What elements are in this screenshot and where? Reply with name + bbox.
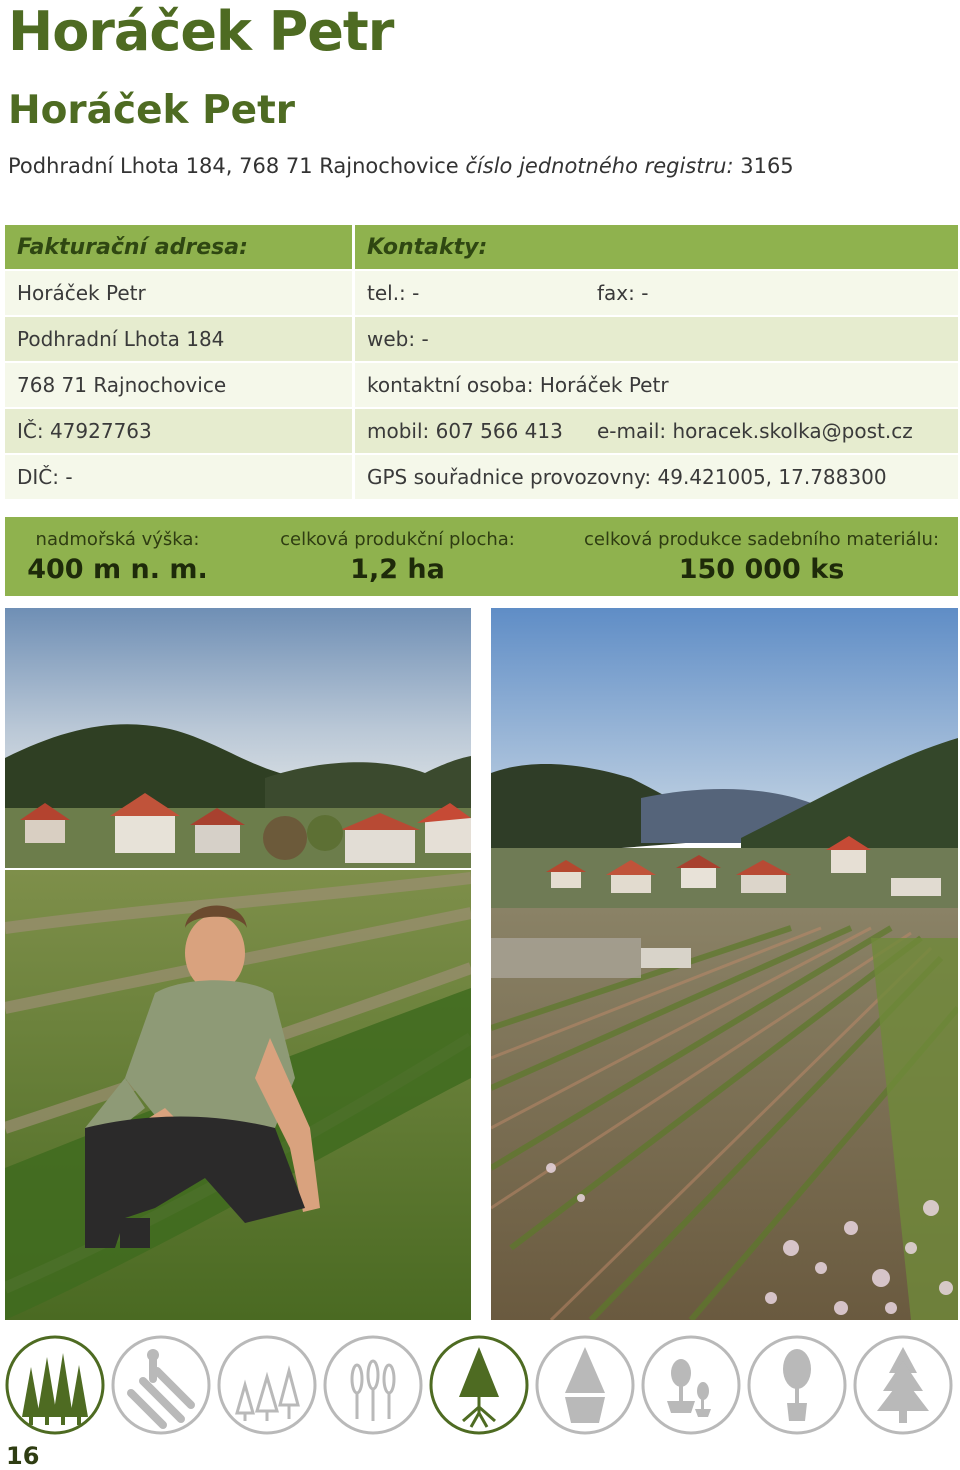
info-row [5,317,958,361]
info-row [5,409,958,453]
address-text: Podhradní Lhota 184, 768 71 Rajnochovice [8,154,459,178]
contact-gps: GPS souřadnice provozovny: 49.421005, 17.788300 [355,455,958,499]
forest-trees-icon [5,1335,105,1435]
small-container-plants-icon [641,1335,741,1435]
stat-altitude-value: 400 m n. m. [27,553,208,585]
stat-area-value: 1,2 ha [350,553,445,585]
product-category-icons [5,1335,958,1441]
bare-root-conifer-icon [429,1335,529,1435]
billing-dic: DIČ: - [5,455,352,499]
info-row [5,271,958,315]
info-row [5,455,958,499]
billing-heading: Fakturační adresa: [5,225,352,269]
info-header-row [5,225,958,269]
info-table [5,225,958,501]
stat-area-label: celková produkční plocha: [280,528,515,550]
grafting-tool-icon [111,1335,211,1435]
contact-web: web: - [355,317,958,361]
billing-street: Podhradní Lhota 184 [5,317,352,361]
christmas-tree-icon [853,1335,953,1435]
contact-mobile: mobil: 607 566 413 [367,419,563,443]
root-ball-tree-icon [747,1335,847,1435]
stat-production [565,517,958,596]
seedlings-icon [217,1335,317,1435]
contacts-heading: Kontakty: [355,225,958,269]
stat-production-label: celková produkce sadebního materiálu: [583,528,940,550]
registry-value: 3165 [740,154,794,178]
photo-owner-in-nursery [5,608,471,1320]
contact-fax: fax: - [597,281,649,305]
stat-altitude-label: nadmořská výška: [35,528,200,550]
billing-name: Horáček Petr [5,271,352,315]
contact-phone-fax [355,271,958,315]
stat-altitude [5,517,230,596]
container-conifer-icon [535,1335,635,1435]
billing-city: 768 71 Rajnochovice [5,363,352,407]
contact-tel: tel.: - [367,281,420,305]
contact-mobile-email [355,409,958,453]
page-subtitle: Horáček Petr [8,88,295,133]
stat-area [230,517,565,596]
stat-production-value: 150 000 ks [678,553,845,585]
billing-ic: IČ: 47927763 [5,409,352,453]
cuttings-icon [323,1335,423,1435]
stats-band [5,517,958,596]
page-number: 16 [6,1442,40,1470]
info-row [5,363,958,407]
contact-email: e-mail: horacek.skolka@post.cz [597,419,913,443]
contact-person: kontaktní osoba: Horáček Petr [355,363,958,407]
registry-label: číslo jednotného registru: [465,154,734,178]
page-title: Horáček Petr [8,0,394,63]
photo-nursery-fields [491,608,958,1320]
address-line [8,154,794,178]
